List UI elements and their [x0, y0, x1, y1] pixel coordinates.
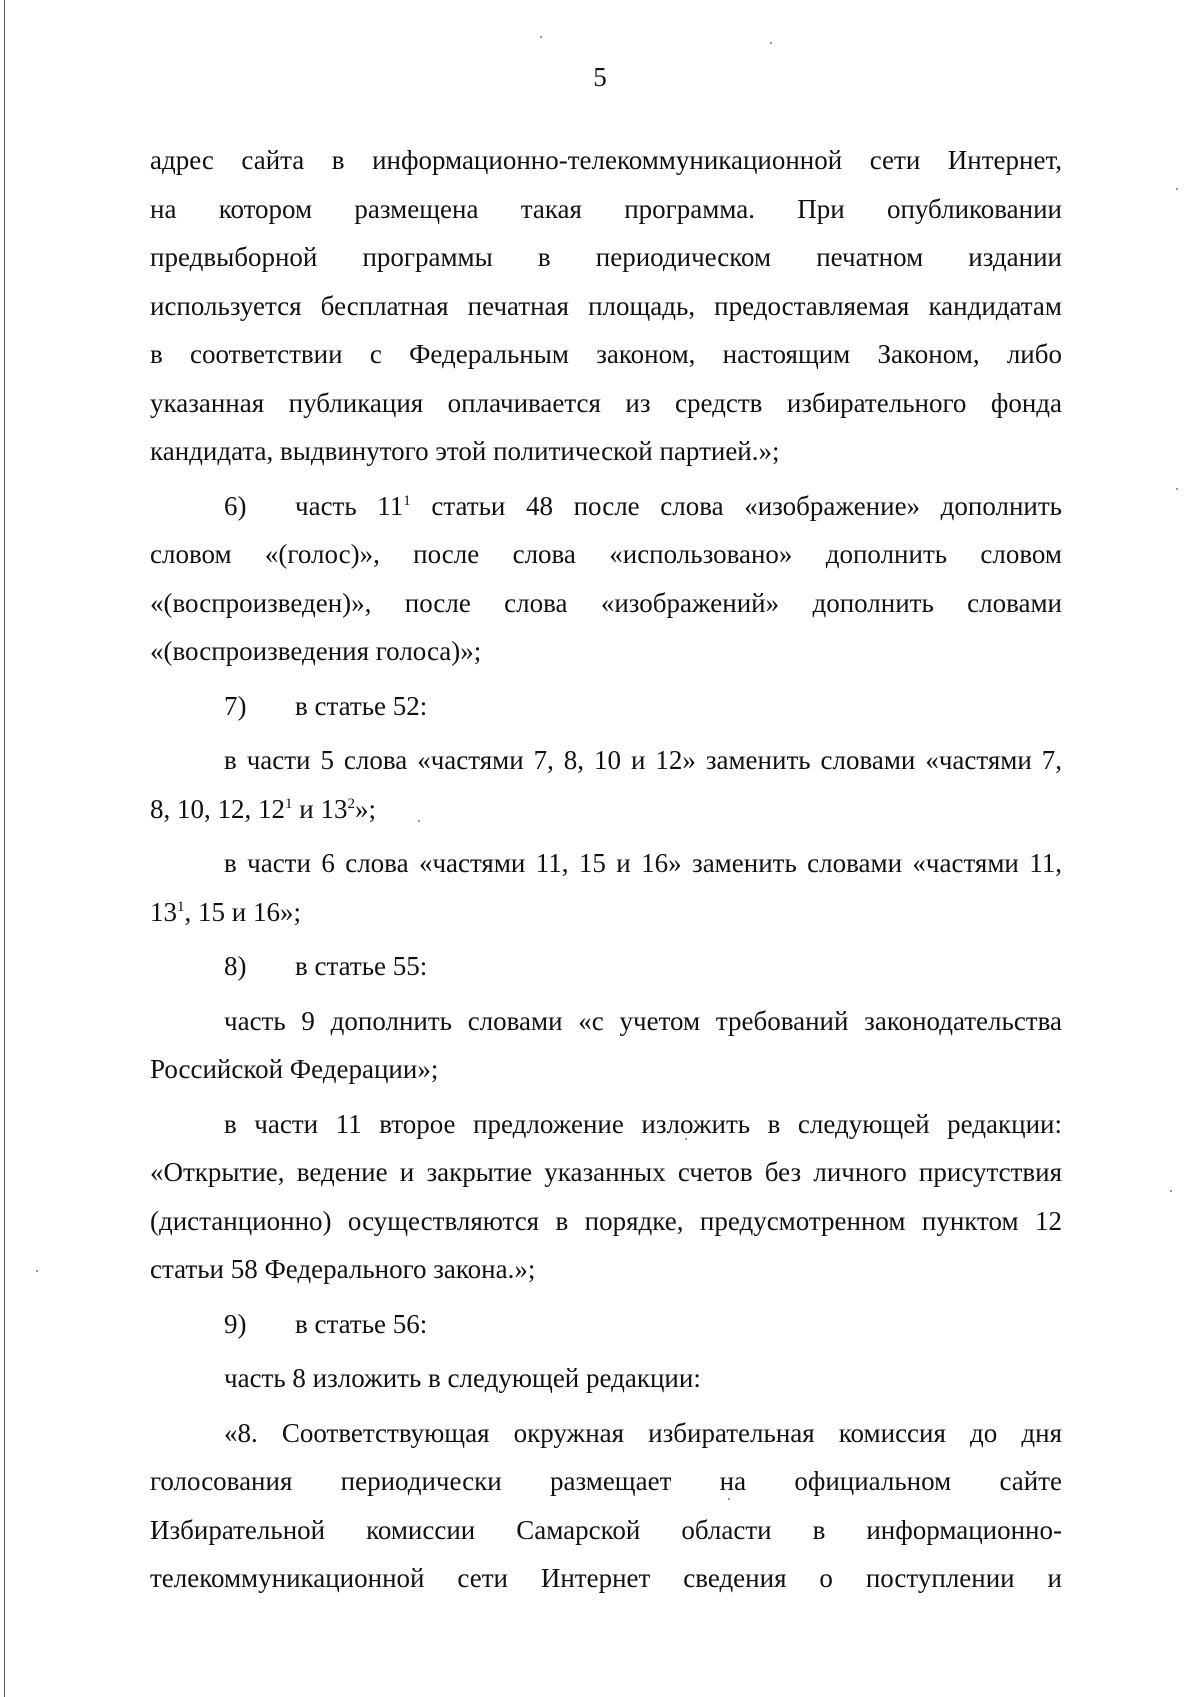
text-fragment: 8, 10, 12, 12	[150, 793, 285, 824]
page-number: 5	[593, 62, 607, 92]
document-body	[150, 136, 1062, 1603]
superscript: 1	[285, 795, 293, 812]
paragraph-line: Российской Федерации»;	[150, 1054, 439, 1084]
item-number: 8)	[224, 951, 247, 981]
paragraph-line: в части 6 слова «частями 11, 15 и 16» заменить словами «частями 11,	[224, 848, 1062, 878]
scan-speck	[685, 1138, 687, 1140]
item-text: статьи 48 после слова «изображение» дополнить	[410, 490, 1062, 521]
scan-speck	[1176, 488, 1178, 490]
paragraph-line: на котором размещена такая программа. При опубликовании	[150, 193, 1062, 224]
paragraph-line: кандидата, выдвинутого этой политической партией.»;	[150, 436, 780, 466]
scan-speck	[728, 1498, 730, 1500]
item-text: в статье 52:	[295, 690, 428, 721]
scan-speck	[418, 820, 420, 822]
paragraph-line: голосования периодически размещает на официальном сайте	[150, 1466, 1062, 1496]
list-item-7	[150, 682, 1062, 731]
paragraph-line: адрес сайта в информационно-телекоммуникационной сети Интернет,	[150, 145, 1062, 175]
scan-speck	[36, 1270, 38, 1272]
paragraph-line: используется бесплатная печатная площадь, предоставляемая кандидатам	[150, 290, 1062, 321]
paragraph-line: «(воспроизведен)», после слова «изображений» дополнить словами	[150, 587, 1062, 618]
superscript: 1	[403, 492, 411, 509]
paragraph-line: «Открытие, ведение и закрытие указанных счетов без личного присутствия	[150, 1157, 1062, 1187]
paragraph-line: часть 9 дополнить словами «с учетом требований законодательства	[224, 1005, 1062, 1036]
paragraph-line: предвыборной программы в периодическом печатном издании	[150, 242, 1062, 272]
list-item-6	[150, 482, 1062, 531]
list-item-8	[150, 942, 1062, 991]
text-fragment: »;	[354, 793, 376, 824]
paragraph-line: «8. Соответствующая окружная избирательная комиссия до дня	[224, 1417, 1062, 1448]
item-number: 7)	[224, 690, 247, 721]
scan-speck	[1176, 188, 1178, 190]
paragraph-line: указанная публикация оплачивается из средств избирательного фонда	[150, 387, 1062, 418]
item-text: в статье 55:	[295, 951, 428, 981]
text-fragment: и 13	[292, 793, 348, 824]
paragraph-line: часть 8 изложить в следующей редакции:	[224, 1363, 701, 1393]
paragraph-line: телекоммуникационной сети Интернет сведения о поступлении и	[150, 1563, 1062, 1593]
text-fragment: , 15 и 16»;	[184, 896, 301, 927]
item-number: 9)	[224, 1308, 247, 1339]
paragraph-line: «(воспроизведения голоса)»;	[150, 636, 482, 666]
scan-speck	[1170, 1190, 1172, 1192]
paragraph-line	[150, 785, 1062, 834]
scan-speck	[540, 36, 542, 38]
paragraph-line: в соответствии с Федеральным законом, настоящим Законом, либо	[150, 339, 1062, 369]
paragraph-line: статьи 58 Федерального закона.»;	[150, 1254, 536, 1284]
item-number: 6)	[224, 490, 247, 521]
scan-speck	[770, 42, 772, 44]
paragraph-line: в части 11 второе предложение изложить в следующей редакции:	[224, 1108, 1062, 1139]
list-item-9	[150, 1300, 1062, 1349]
left-margin-scan-line	[4, 0, 5, 1697]
item-text: часть 11	[295, 490, 404, 521]
paragraph-line: Избирательной комиссии Самарской области в информационно-	[150, 1514, 1062, 1545]
paragraph-line	[150, 888, 1062, 937]
superscript: 2	[347, 795, 355, 812]
paragraph-line: в части 5 слова «частями 7, 8, 10 и 12» заменить словами «частями 7,	[224, 745, 1062, 775]
paragraph-line: словом «(голос)», после слова «использовано» дополнить словом	[150, 539, 1062, 569]
text-fragment: 13	[150, 896, 177, 927]
item-text: в статье 56:	[295, 1308, 428, 1339]
paragraph-line: (дистанционно) осуществляются в порядке, предусмотренном пунктом 12	[150, 1205, 1062, 1236]
superscript: 1	[177, 898, 185, 915]
